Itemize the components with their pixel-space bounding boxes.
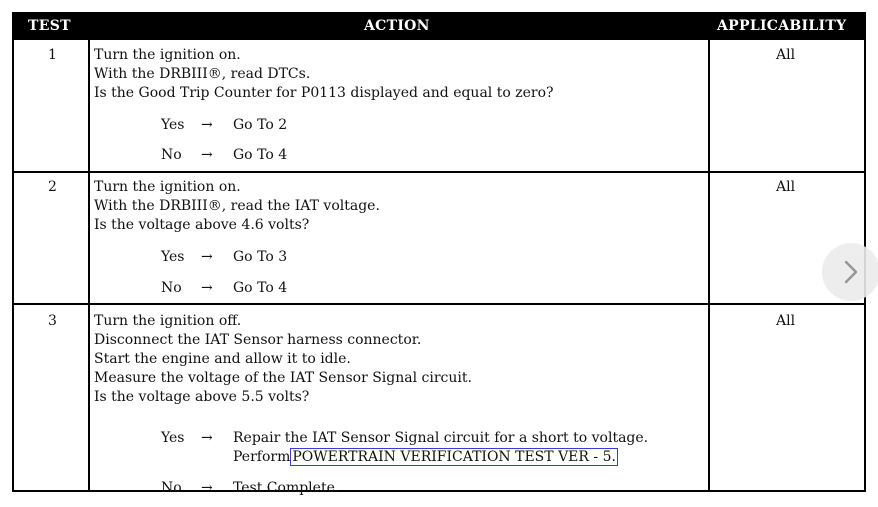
action-line: With the DRBIII®, read DTCs. xyxy=(94,66,311,82)
arrow-icon: → xyxy=(201,280,213,296)
yes-destination: Repair the IAT Sensor Signal circuit for a short to voltage. xyxy=(233,430,649,446)
action-line: Start the engine and allow it to idle. xyxy=(94,351,351,367)
action-line: Disconnect the IAT Sensor harness connector. xyxy=(94,332,422,348)
action-line: Is the voltage above 4.6 volts? xyxy=(94,217,310,233)
action-text xyxy=(94,178,380,235)
no-label: No xyxy=(161,280,182,296)
yes-option xyxy=(161,248,288,267)
no-destination: Go To 4 xyxy=(233,147,288,163)
applicability-value: All xyxy=(776,179,796,195)
no-destination: Test Complete. xyxy=(233,480,340,496)
table-row xyxy=(14,40,864,172)
no-option xyxy=(161,146,288,165)
table-header xyxy=(14,14,864,40)
action-text xyxy=(94,312,472,407)
table-row xyxy=(14,304,864,496)
yes-label: Yes xyxy=(161,430,185,446)
no-option xyxy=(161,479,340,498)
action-text xyxy=(94,46,554,103)
test-number: 1 xyxy=(48,47,57,63)
test-number: 3 xyxy=(48,313,57,329)
verification-test-link[interactable]: POWERTRAIN VERIFICATION TEST VER - 5. xyxy=(292,449,616,465)
header-action: ACTION xyxy=(364,18,430,34)
perform-text xyxy=(233,448,618,467)
no-label: No xyxy=(161,147,182,163)
no-destination: Go To 4 xyxy=(233,280,288,296)
arrow-icon: → xyxy=(201,117,213,133)
arrow-icon: → xyxy=(201,147,213,163)
no-label: No xyxy=(161,480,182,496)
next-page-button[interactable] xyxy=(822,243,878,301)
diagnostic-table xyxy=(12,12,866,496)
no-option xyxy=(161,279,288,298)
yes-label: Yes xyxy=(161,249,185,265)
arrow-icon: → xyxy=(201,430,213,446)
action-line: Measure the voltage of the IAT Sensor Signal circuit. xyxy=(94,370,472,386)
yes-destination: Go To 3 xyxy=(233,249,288,265)
action-line: Is the voltage above 5.5 volts? xyxy=(94,389,310,405)
arrow-icon: → xyxy=(201,480,213,496)
applicability-value: All xyxy=(776,313,796,329)
arrow-icon: → xyxy=(201,249,213,265)
yes-option xyxy=(161,429,649,448)
yes-option xyxy=(161,116,288,135)
chevron-right-icon xyxy=(840,259,862,285)
table-row xyxy=(14,172,864,303)
header-test: TEST xyxy=(28,18,71,34)
action-line: Is the Good Trip Counter for P0113 displayed and equal to zero? xyxy=(94,85,554,101)
yes-label: Yes xyxy=(161,117,185,133)
test-number: 2 xyxy=(48,179,57,195)
yes-destination: Go To 2 xyxy=(233,117,288,133)
header-applicability: APPLICABILITY xyxy=(717,18,847,34)
action-line: Turn the ignition on. xyxy=(94,179,241,195)
action-line: Turn the ignition off. xyxy=(94,313,242,329)
applicability-value: All xyxy=(776,47,796,63)
perform-label: Perform xyxy=(233,449,291,465)
action-line: With the DRBIII®, read the IAT voltage. xyxy=(94,198,380,214)
action-line: Turn the ignition on. xyxy=(94,47,241,63)
